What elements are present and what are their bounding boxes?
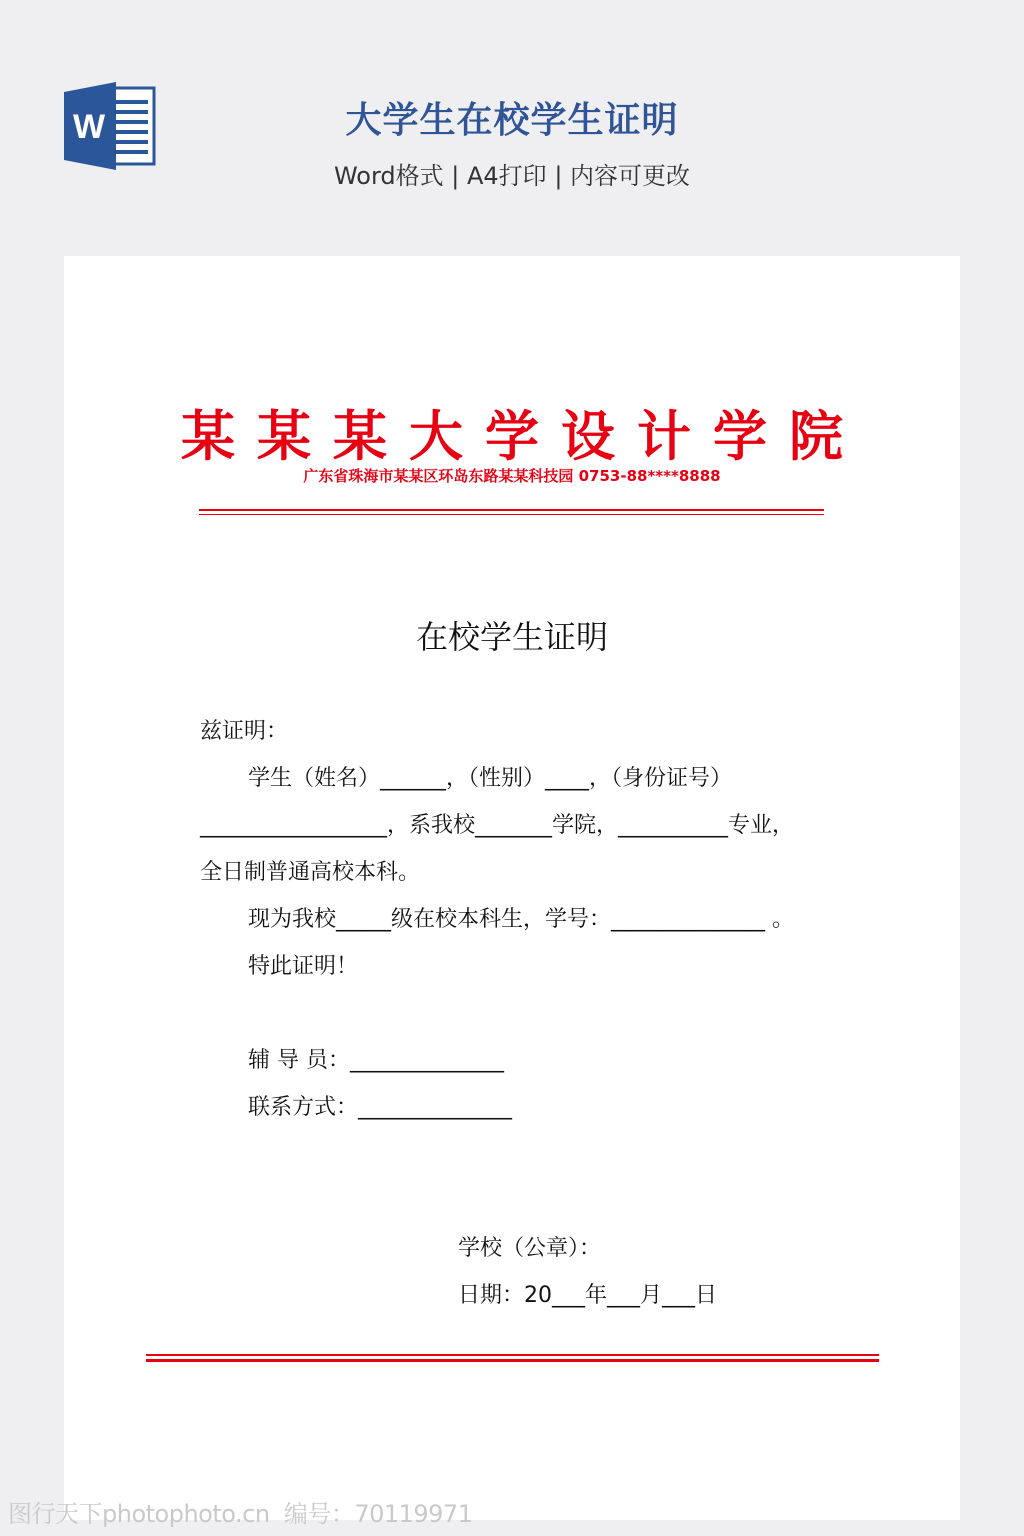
- body-line-3: 全日制普通高校本科。: [200, 860, 421, 885]
- contact-field: 联系方式：______________: [248, 1095, 513, 1120]
- letterhead-rule-bottom: [199, 514, 824, 515]
- footer-rule-bottom: [146, 1359, 879, 1362]
- closing-line: 特此证明！: [248, 954, 359, 979]
- counselor-field: 辅 导 员：______________: [248, 1048, 504, 1073]
- page-title: 大学生在校学生证明: [345, 100, 679, 141]
- school-address: 广东省珠海市某某区环岛东路某某科技园 0753-88****8888: [303, 467, 721, 485]
- letterhead-rule-top: [199, 509, 824, 511]
- salutation-line: 兹证明：: [200, 719, 289, 744]
- body-line-1: 学生（姓名）______，（性别）____，（身份证号）: [248, 766, 733, 791]
- body-line-4: 现为我校_____级在校本科生，学号：______________ 。: [248, 907, 794, 932]
- school-name: 某某某大学设计学院: [181, 404, 865, 468]
- page-subtitle: Word格式 | A4打印 | 内容可更改: [333, 162, 691, 190]
- certificate-title: 在校学生证明: [415, 618, 608, 656]
- seal-field: 学校（公章）：: [458, 1236, 602, 1261]
- footer-rule-top: [146, 1354, 879, 1356]
- word-logo-letter: W: [72, 108, 106, 146]
- watermark-text: 图行天下photophoto.cn 编号：70119971: [8, 1500, 473, 1528]
- body-line-2: _________________，系我校_______学院，__________专业，: [200, 813, 795, 838]
- date-field: 日期：20___年___月___日: [458, 1283, 717, 1308]
